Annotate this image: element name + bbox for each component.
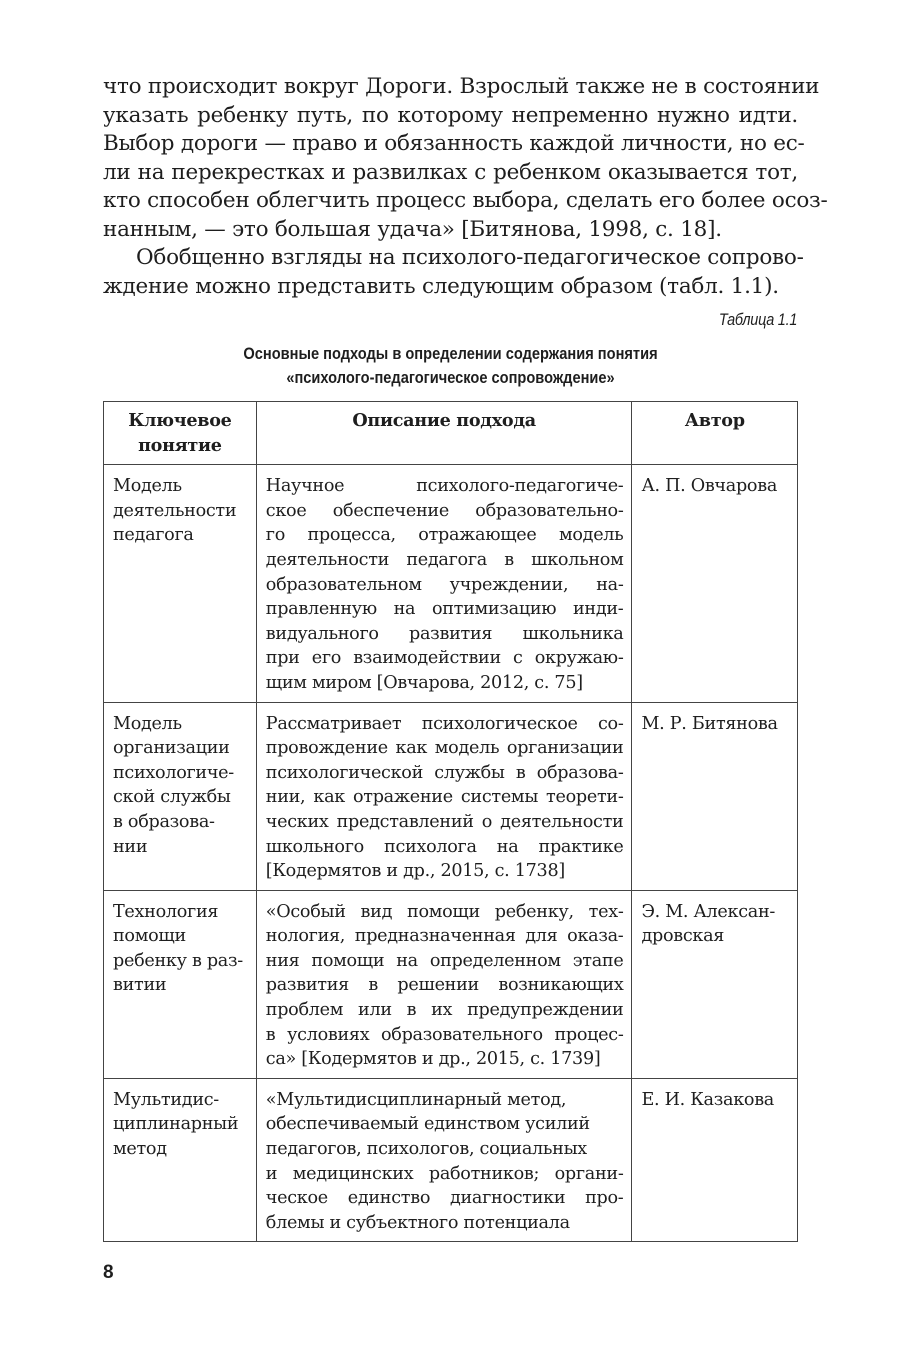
paragraph-2 bbox=[103, 244, 804, 301]
header-description: Описание подхода bbox=[256, 402, 632, 465]
text-line: Выбор дороги — право и обязанность каждой личности, но ес- bbox=[103, 131, 805, 157]
approaches-table bbox=[103, 401, 798, 1242]
header-author: Автор bbox=[632, 402, 798, 465]
cell-concept: Мультидис- циплинарный метод bbox=[104, 1078, 257, 1242]
text-line: ли на перекрестках и развилках с ребенком оказывается тот, bbox=[103, 159, 798, 185]
table-label: Таблица 1.1 bbox=[718, 310, 797, 329]
paragraph-1 bbox=[103, 73, 828, 245]
text-line: кто способен облегчить процесс выбора, сделать его более осоз- bbox=[103, 188, 828, 214]
cell-description: Рассматривает психологическое со- провождение как модель организации психологической службы в образова- нии, как отражение системы теорети- ческих представлений о деятельности школьного психолога на практике [Кодермятов и др., 2015, с. 1738] bbox=[256, 702, 632, 890]
cell-description: «Особый вид помощи ребенку, тех- нология, предназначенная для оказа- ния помощи на определенном этапе развития в решении возникающих проблем или в их предупреждении в условиях образовательного процес- са» [Кодермятов и др., 2015, с. 1739] bbox=[256, 890, 632, 1078]
text-line: что происходит вокруг Дороги. Взрослый также не в состоянии bbox=[103, 74, 820, 99]
table-header-row bbox=[104, 402, 798, 465]
cell-concept: Модель деятельности педагога bbox=[104, 465, 257, 702]
table-row bbox=[104, 1078, 798, 1242]
cell-concept: Технология помощи ребенку в раз- витии bbox=[104, 890, 257, 1078]
header-key-concept: Ключевое понятие bbox=[104, 402, 257, 465]
text-line: Обобщенно взгляды на психолого-педагогическое сопрово- bbox=[136, 245, 804, 270]
text-line: ждение можно представить следующим образом (табл. 1.1). bbox=[103, 273, 779, 299]
table-row bbox=[104, 890, 798, 1078]
cell-description: «Мультидисциплинарный метод, обеспечиваемый единством усилий педагогов, психологов, социальных и медицинских работников; органи- ческое единство диагностики про- блемы и субъектного потенциала bbox=[256, 1078, 632, 1242]
table-title-line: Основные подходы в определении содержания понятия bbox=[243, 344, 658, 363]
table-title bbox=[103, 342, 798, 390]
table-row bbox=[104, 465, 798, 702]
cell-author: А. П. Овчарова bbox=[632, 465, 798, 702]
cell-author: Э. М. Алексан- дровская bbox=[632, 890, 798, 1078]
cell-description: Научное психолого-педагогиче- ское обеспечение образовательно- го процесса, отражающее модель деятельности педагога в школьном образовательном учреждении, на- правленную на оптимизацию инди- видуального развития школьника при его взаимодействии с окружаю- щим миром [Овчарова, 2012, с. 75] bbox=[256, 465, 632, 702]
table-row bbox=[104, 702, 798, 890]
cell-concept: Модель организации психологиче- ской службы в образова- нии bbox=[104, 702, 257, 890]
page-number: 8 bbox=[103, 1262, 114, 1283]
cell-author: Е. И. Казакова bbox=[632, 1078, 798, 1242]
text-line: нанным, — это большая удача» [Битянова, 1998, с. 18]. bbox=[103, 216, 722, 242]
cell-author: М. Р. Битянова bbox=[632, 702, 798, 890]
text-line: указать ребенку путь, по которому непременно нужно идти. bbox=[103, 102, 798, 128]
table-title-line: «психолого-педагогическое сопровождение» bbox=[286, 368, 615, 387]
